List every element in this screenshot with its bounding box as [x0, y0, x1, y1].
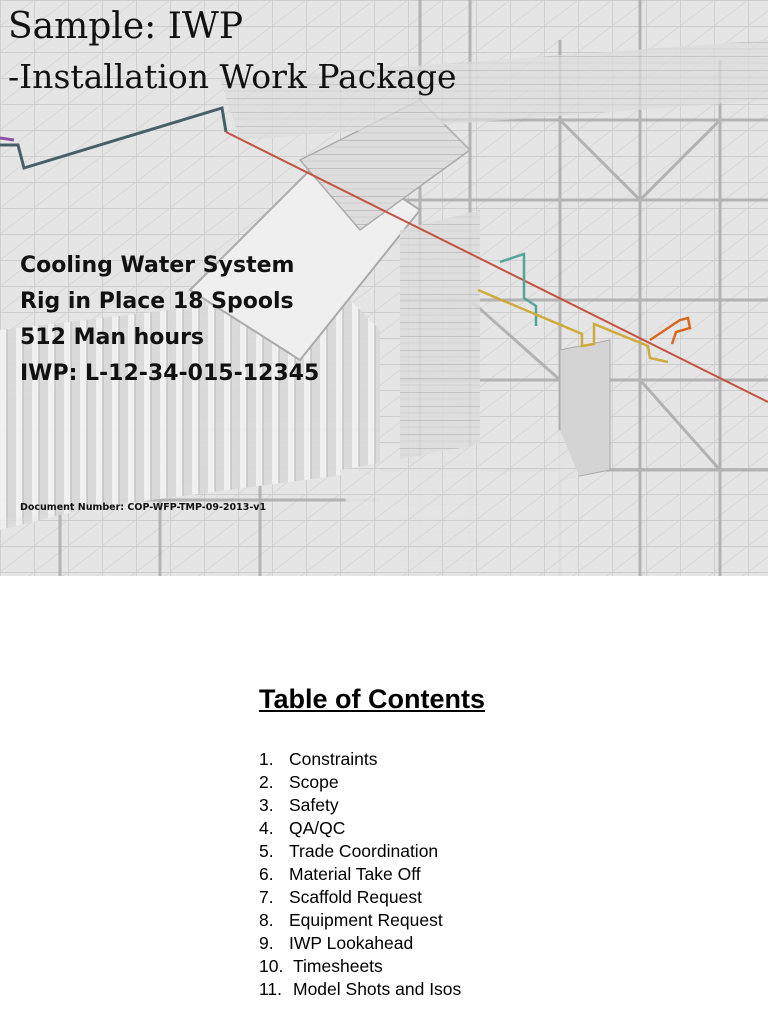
- toc-item-number: 8.: [259, 910, 274, 930]
- system-name: Cooling Water System: [20, 253, 295, 278]
- page-title: Sample: IWP: [8, 6, 244, 47]
- toc-item: [259, 886, 461, 909]
- toc-item: [259, 840, 461, 863]
- toc-item-number: 1.: [259, 749, 274, 769]
- document-number: Document Number: COP-WFP-TMP-09-2013-v1: [20, 502, 267, 513]
- package-summary: [20, 248, 319, 392]
- toc-heading: Table of Contents: [259, 684, 485, 714]
- toc-item: [259, 932, 461, 955]
- toc-item: [259, 771, 461, 794]
- toc-item-number: 2.: [259, 772, 274, 792]
- toc-item-label: QA/QC: [289, 818, 346, 838]
- toc-item-number: 11.: [259, 979, 283, 999]
- page-subtitle: -Installation Work Package: [8, 57, 457, 96]
- toc-item: [259, 794, 461, 817]
- toc-item-number: 5.: [259, 841, 274, 861]
- toc-item-label: Scope: [289, 772, 339, 792]
- toc-item-label: Trade Coordination: [289, 841, 439, 861]
- toc-item-number: 10.: [259, 956, 284, 976]
- toc-item-label: IWP Lookahead: [289, 933, 414, 953]
- toc-item-number: 3.: [259, 795, 274, 815]
- toc-item: [259, 909, 461, 932]
- toc-item: [259, 817, 461, 840]
- toc-item-number: 7.: [259, 887, 274, 907]
- toc-item: [259, 748, 461, 771]
- toc-list: [259, 748, 461, 1001]
- scope-description: Rig in Place 18 Spools: [20, 289, 294, 314]
- toc-item-label: Constraints: [289, 749, 378, 769]
- toc-item: [259, 863, 461, 886]
- toc-item-label: Material Take Off: [289, 864, 421, 884]
- toc-item-number: 9.: [259, 933, 274, 953]
- toc-item-label: Model Shots and Isos: [293, 979, 462, 999]
- toc-item-number: 4.: [259, 818, 274, 838]
- toc-item: [259, 955, 461, 978]
- toc-item-number: 6.: [259, 864, 274, 884]
- toc-item-label: Scaffold Request: [289, 887, 422, 907]
- toc-item: [259, 978, 461, 1001]
- iwp-number: IWP: L-12-34-015-12345: [20, 361, 320, 386]
- man-hours: 512 Man hours: [20, 325, 205, 350]
- toc-item-label: Timesheets: [293, 956, 383, 976]
- toc-item-label: Safety: [289, 795, 339, 815]
- toc-item-label: Equipment Request: [289, 910, 443, 930]
